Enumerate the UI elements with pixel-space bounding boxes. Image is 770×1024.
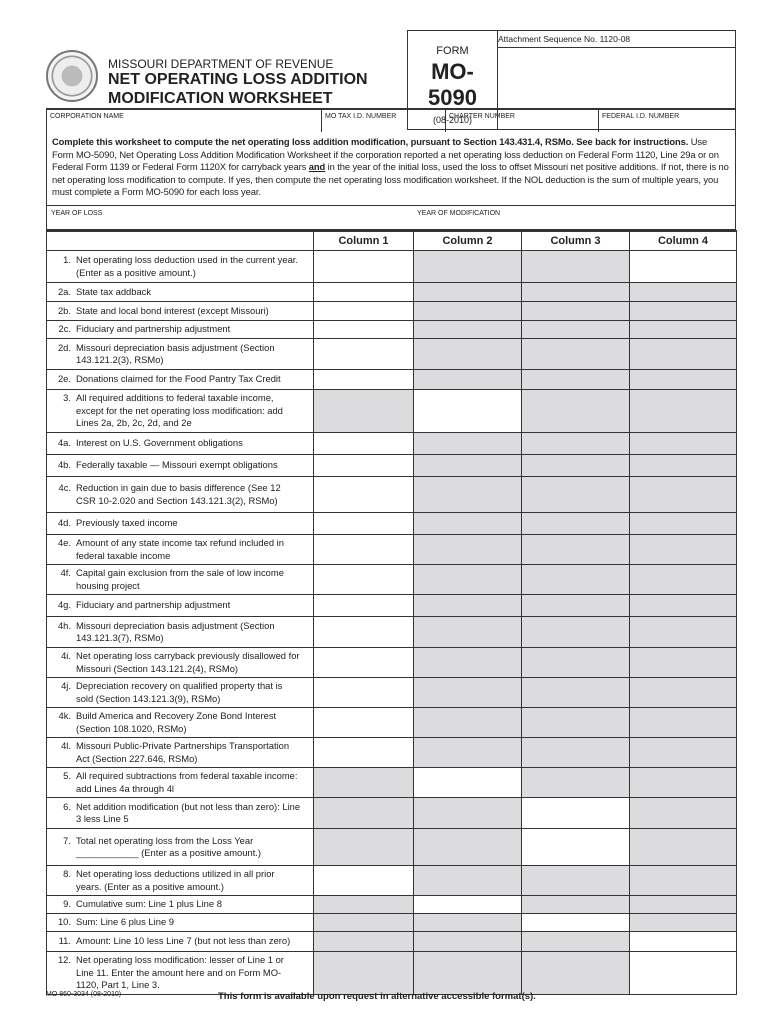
line-description: Sum: Line 6 plus Line 9 (76, 916, 174, 928)
title-line-2: MODIFICATION WORKSHEET (108, 90, 333, 107)
shaded-cell (414, 914, 522, 932)
line-description: Capital gain exclusion from the sale of low income housing project (76, 567, 284, 591)
line-description: Net operating loss carryback previously disallowed for Missouri (Section 143.121.2(4), RSMo) (76, 650, 300, 674)
department-name: MISSOURI DEPARTMENT OF REVENUE (108, 57, 334, 71)
shaded-cell (414, 321, 522, 339)
shaded-cell (630, 339, 737, 370)
line-description: Net operating loss deduction used in the current year. (Enter as a positive amount.) (76, 254, 299, 278)
shaded-cell (414, 565, 522, 595)
line-description: Build America and Recovery Zone Bond Interest (Section 108.1020, RSMo) (76, 710, 277, 734)
line-label (47, 433, 314, 455)
amount-input-column-2[interactable] (414, 390, 522, 433)
line-label (47, 321, 314, 339)
line-number: 4f. (60, 567, 71, 578)
table-row (47, 708, 737, 738)
shaded-cell (522, 302, 630, 321)
shaded-cell (314, 952, 414, 995)
table-row (47, 477, 737, 513)
table-row (47, 952, 737, 995)
shaded-cell (630, 595, 737, 617)
shaded-cell (314, 390, 414, 433)
shaded-cell (522, 648, 630, 678)
column-2-header: Column 2 (414, 231, 522, 251)
line-number: 4b. (57, 459, 71, 471)
shaded-cell (522, 932, 630, 952)
column-3-header: Column 3 (522, 231, 630, 251)
table-row (47, 283, 737, 302)
line-label (47, 932, 314, 952)
line-number: 12. (57, 954, 71, 966)
amount-input-column-2[interactable] (414, 768, 522, 798)
line-description: Reduction in gain due to basis difference (See 12 CSR 10-2.020 and Section 143.121.3(2), RSMo) (76, 482, 281, 506)
table-row (47, 535, 737, 565)
shaded-cell (630, 914, 737, 932)
line-description: State tax addback (76, 285, 152, 297)
table-row (47, 565, 737, 595)
line-label (47, 708, 314, 738)
amount-input-column-1[interactable] (314, 513, 414, 535)
line-label (47, 302, 314, 321)
shaded-cell (630, 896, 737, 914)
shaded-cell (414, 952, 522, 995)
line-number: 4j. (61, 680, 71, 691)
line-number: 4k. (58, 710, 71, 721)
amount-input-column-1[interactable] (314, 339, 414, 370)
line-number: 2d. (57, 341, 71, 353)
line-number: 8. (63, 868, 71, 879)
amount-input-column-1[interactable] (314, 321, 414, 339)
line-description: Donations claimed for the Food Pantry Tax Credit (76, 373, 281, 385)
amount-input-column-1[interactable] (314, 535, 414, 565)
line-label (47, 914, 314, 932)
line-description: Previously taxed income (76, 517, 178, 529)
amount-input-column-1[interactable] (314, 433, 414, 455)
shaded-cell (630, 477, 737, 513)
line-label (47, 251, 314, 283)
form-label: FORM (436, 45, 469, 57)
line-description: Amount of any state income tax refund included in federal taxable income (76, 537, 284, 561)
table-row (47, 738, 737, 768)
line-description: State and local bond interest (except Missouri) (76, 304, 269, 316)
shaded-cell (630, 617, 737, 648)
shaded-cell (314, 829, 414, 866)
shaded-cell (522, 455, 630, 477)
amount-input-column-1[interactable] (314, 617, 414, 648)
shaded-cell (522, 617, 630, 648)
line-label (47, 477, 314, 513)
table-row (47, 914, 737, 932)
shaded-cell (522, 595, 630, 617)
shaded-cell (414, 738, 522, 768)
amount-input-column-1[interactable] (314, 866, 414, 896)
shaded-cell (414, 617, 522, 648)
line-description: Fiduciary and partnership adjustment (76, 323, 231, 335)
table-row (47, 798, 737, 829)
line-number: 2b. (57, 304, 71, 316)
shaded-cell (414, 302, 522, 321)
amount-input-column-3[interactable] (522, 914, 630, 932)
table-row (47, 896, 737, 914)
line-label (47, 738, 314, 768)
shaded-cell (414, 648, 522, 678)
line-label (47, 455, 314, 477)
line-number: 10. (57, 916, 71, 928)
line-label (47, 283, 314, 302)
line-description: Missouri depreciation basis adjustment (Section 143.121.2(3), RSMo) (76, 341, 275, 365)
shaded-cell (522, 565, 630, 595)
table-row (47, 617, 737, 648)
line-description: Missouri depreciation basis adjustment (Section 143.121.3(7), RSMo) (76, 619, 275, 643)
amount-input-column-1[interactable] (314, 251, 414, 283)
amount-input-column-1[interactable] (314, 678, 414, 708)
line-label (47, 768, 314, 798)
year-of-loss-field[interactable]: YEAR OF LOSS (51, 210, 103, 217)
line-number: 3. (63, 392, 71, 404)
shaded-cell (630, 535, 737, 565)
accessibility-note: This form is available upon request in alternative accessible format(s). (218, 991, 536, 1002)
line-label (47, 866, 314, 896)
line-label (47, 648, 314, 678)
line-label (47, 952, 314, 995)
amount-input-column-4[interactable] (630, 952, 737, 995)
line-number: 1. (63, 254, 71, 265)
federal-id-field[interactable]: FEDERAL I.D. NUMBER (598, 110, 736, 132)
amount-input-column-4[interactable] (630, 932, 737, 952)
amount-input-column-3[interactable] (522, 798, 630, 829)
shaded-cell (314, 932, 414, 952)
form-code: MO 860-3034 (08-2010) (46, 991, 122, 998)
table-row (47, 678, 737, 708)
shaded-cell (522, 283, 630, 302)
corporation-info-row (46, 108, 736, 132)
table-row (47, 513, 737, 535)
line-number: 2a. (57, 285, 71, 297)
shaded-cell (522, 535, 630, 565)
line-description: Net addition modification (but not less than zero): Line 3 less Line 5 (76, 800, 301, 824)
mo-tax-id-field[interactable]: MO TAX I.D. NUMBER (321, 110, 445, 132)
line-label (47, 896, 314, 914)
line-description: Fiduciary and partnership adjustment (76, 599, 231, 611)
title-line-1: NET OPERATING LOSS ADDITION (108, 71, 368, 88)
shaded-cell (630, 565, 737, 595)
column-1-header: Column 1 (314, 231, 414, 251)
line-description: Depreciation recovery on qualified property that is sold (Section 143.121.3(9), RSMo) (76, 680, 283, 704)
shaded-cell (414, 251, 522, 283)
line-number: 4l. (61, 740, 71, 751)
shaded-cell (630, 738, 737, 768)
amount-input-column-3[interactable] (522, 829, 630, 866)
line-label (47, 798, 314, 829)
charter-number-field[interactable]: CHARTER NUMBER (445, 110, 598, 132)
table-row (47, 932, 737, 952)
shaded-cell (522, 339, 630, 370)
line-number: 2e. (57, 373, 71, 385)
table-row (47, 455, 737, 477)
line-number: 4g. (57, 599, 71, 611)
shaded-cell (414, 932, 522, 952)
shaded-cell (522, 708, 630, 738)
column-4-header: Column 4 (630, 231, 737, 251)
worksheet-table (46, 230, 737, 995)
table-row (47, 768, 737, 798)
line-number: 4d. (57, 517, 71, 529)
shaded-cell (630, 390, 737, 433)
shaded-cell (630, 302, 737, 321)
shaded-cell (522, 678, 630, 708)
line-description: All required subtractions from federal taxable income: add Lines 4a through 4l (76, 770, 298, 794)
line-number: 5. (63, 770, 71, 781)
amount-input-column-1[interactable] (314, 595, 414, 617)
shaded-cell (630, 283, 737, 302)
line-label (47, 565, 314, 595)
amount-input-column-1[interactable] (314, 370, 414, 390)
shaded-cell (630, 321, 737, 339)
shaded-cell (630, 768, 737, 798)
shaded-cell (630, 708, 737, 738)
line-description: Net operating loss modification: lesser of Line 1 or Line 11. Enter the amount here and on Form MO-1120, Part 1, Line 3. (76, 954, 284, 991)
year-of-modification-field[interactable]: YEAR OF MODIFICATION (417, 210, 501, 217)
line-label (47, 678, 314, 708)
shaded-cell (630, 433, 737, 455)
amount-input-column-1[interactable] (314, 648, 414, 678)
year-row (46, 206, 736, 230)
line-label (47, 617, 314, 648)
table-row (47, 829, 737, 866)
line-description: Net operating loss deductions utilized in all prior years. (Enter as a positive amount.) (76, 868, 275, 892)
amount-input-column-1[interactable] (314, 708, 414, 738)
line-label (47, 370, 314, 390)
shaded-cell (522, 513, 630, 535)
table-row (47, 648, 737, 678)
shaded-cell (522, 370, 630, 390)
attachment-sequence: Attachment Sequence No. 1120-08 (498, 31, 735, 48)
shaded-cell (522, 390, 630, 433)
line-number: 6. (63, 800, 71, 812)
shaded-cell (414, 535, 522, 565)
shaded-cell (414, 477, 522, 513)
shaded-cell (522, 768, 630, 798)
shaded-cell (414, 433, 522, 455)
line-label (47, 829, 314, 866)
instructions-paragraph: Complete this worksheet to compute the net operating loss addition modification, pursuant to Section 143.431.4, RSMo. See back for instructions. Use Form MO-5090, Net Operating Loss Addition Modification Worksheet if the corporation reported a net operating loss deduction on Federal Form 1120, Line 29a or on Federal Form 1139 or Federal Form 1120X for carryback years and in the year of the initial loss, used the loss to offset Missouri net positive additions. If not, there is no net operating loss modification to compute. If yes, then compute the net operating loss modification worksheet. If the NOL deduction is the sum of multiple years, you must complete a Form MO-5090 for each loss year. (46, 132, 736, 206)
column-header-row (47, 231, 737, 251)
line-description: Federally taxable — Missouri exempt obligations (76, 459, 278, 471)
line-number: 4i. (61, 650, 71, 661)
line-number: 11. (58, 935, 71, 947)
line-number: 7. (63, 834, 71, 846)
table-row (47, 595, 737, 617)
line-number: 4c. (58, 482, 71, 493)
line-description: Interest on U.S. Government obligations (76, 437, 243, 449)
shaded-cell (414, 595, 522, 617)
table-row (47, 339, 737, 370)
table-row (47, 302, 737, 321)
amount-input-column-1[interactable] (314, 302, 414, 321)
shaded-cell (630, 866, 737, 896)
amount-input-column-1[interactable] (314, 565, 414, 595)
shaded-cell (414, 283, 522, 302)
shaded-cell (522, 433, 630, 455)
line-number: 9. (63, 898, 71, 910)
table-row (47, 433, 737, 455)
shaded-cell (314, 896, 414, 914)
shaded-cell (414, 513, 522, 535)
shaded-cell (522, 952, 630, 995)
line-description: Total net operating loss from the Loss Year ____________ (Enter as a positive amount.) (76, 834, 262, 858)
shaded-cell (314, 768, 414, 798)
shaded-cell (414, 798, 522, 829)
line-description: Missouri Public-Private Partnerships Transportation Act (Section 227.646, RSMo) (76, 740, 290, 764)
shaded-cell (630, 798, 737, 829)
form-title (108, 70, 368, 108)
shaded-cell (630, 370, 737, 390)
line-number: 2c. (58, 323, 71, 335)
shaded-cell (630, 648, 737, 678)
amount-input-column-2[interactable] (414, 896, 522, 914)
amount-input-column-1[interactable] (314, 477, 414, 513)
shaded-cell (630, 678, 737, 708)
corporation-name-field[interactable]: CORPORATION NAME (50, 113, 124, 120)
shaded-cell (630, 829, 737, 866)
table-row (47, 321, 737, 339)
line-number: 4e. (57, 537, 71, 548)
shaded-cell (630, 513, 737, 535)
shaded-cell (522, 251, 630, 283)
line-label (47, 513, 314, 535)
shaded-cell (414, 370, 522, 390)
amount-input-column-1[interactable] (314, 283, 414, 302)
form-revision: (08-2010) (432, 115, 473, 125)
missouri-seal-logo (46, 50, 98, 102)
line-label (47, 535, 314, 565)
label-header (47, 231, 314, 251)
shaded-cell (522, 321, 630, 339)
amount-input-column-1[interactable] (314, 455, 414, 477)
line-label (47, 339, 314, 370)
form-number: MO-5090 (428, 59, 477, 110)
shaded-cell (522, 866, 630, 896)
shaded-cell (314, 798, 414, 829)
table-row (47, 251, 737, 283)
shaded-cell (414, 455, 522, 477)
line-description: Cumulative sum: Line 1 plus Line 8 (76, 898, 222, 910)
shaded-cell (414, 829, 522, 866)
shaded-cell (414, 339, 522, 370)
amount-input-column-4[interactable] (630, 251, 737, 283)
shaded-cell (414, 708, 522, 738)
amount-input-column-1[interactable] (314, 738, 414, 768)
table-row (47, 866, 737, 896)
line-description: Amount: Line 10 less Line 7 (but not less than zero) (76, 935, 291, 947)
shaded-cell (522, 477, 630, 513)
shaded-cell (630, 455, 737, 477)
line-label (47, 390, 314, 433)
shaded-cell (314, 914, 414, 932)
shaded-cell (414, 866, 522, 896)
table-row (47, 370, 737, 390)
shaded-cell (522, 896, 630, 914)
line-number: 4a. (57, 437, 71, 449)
line-description: All required additions to federal taxable income, except for the net operating loss modification: add Lines 2a, 2b, 2c, 2d, and 2e (76, 392, 283, 429)
line-label (47, 595, 314, 617)
shaded-cell (522, 738, 630, 768)
table-row (47, 390, 737, 433)
shaded-cell (414, 678, 522, 708)
line-number: 4h. (57, 619, 71, 631)
